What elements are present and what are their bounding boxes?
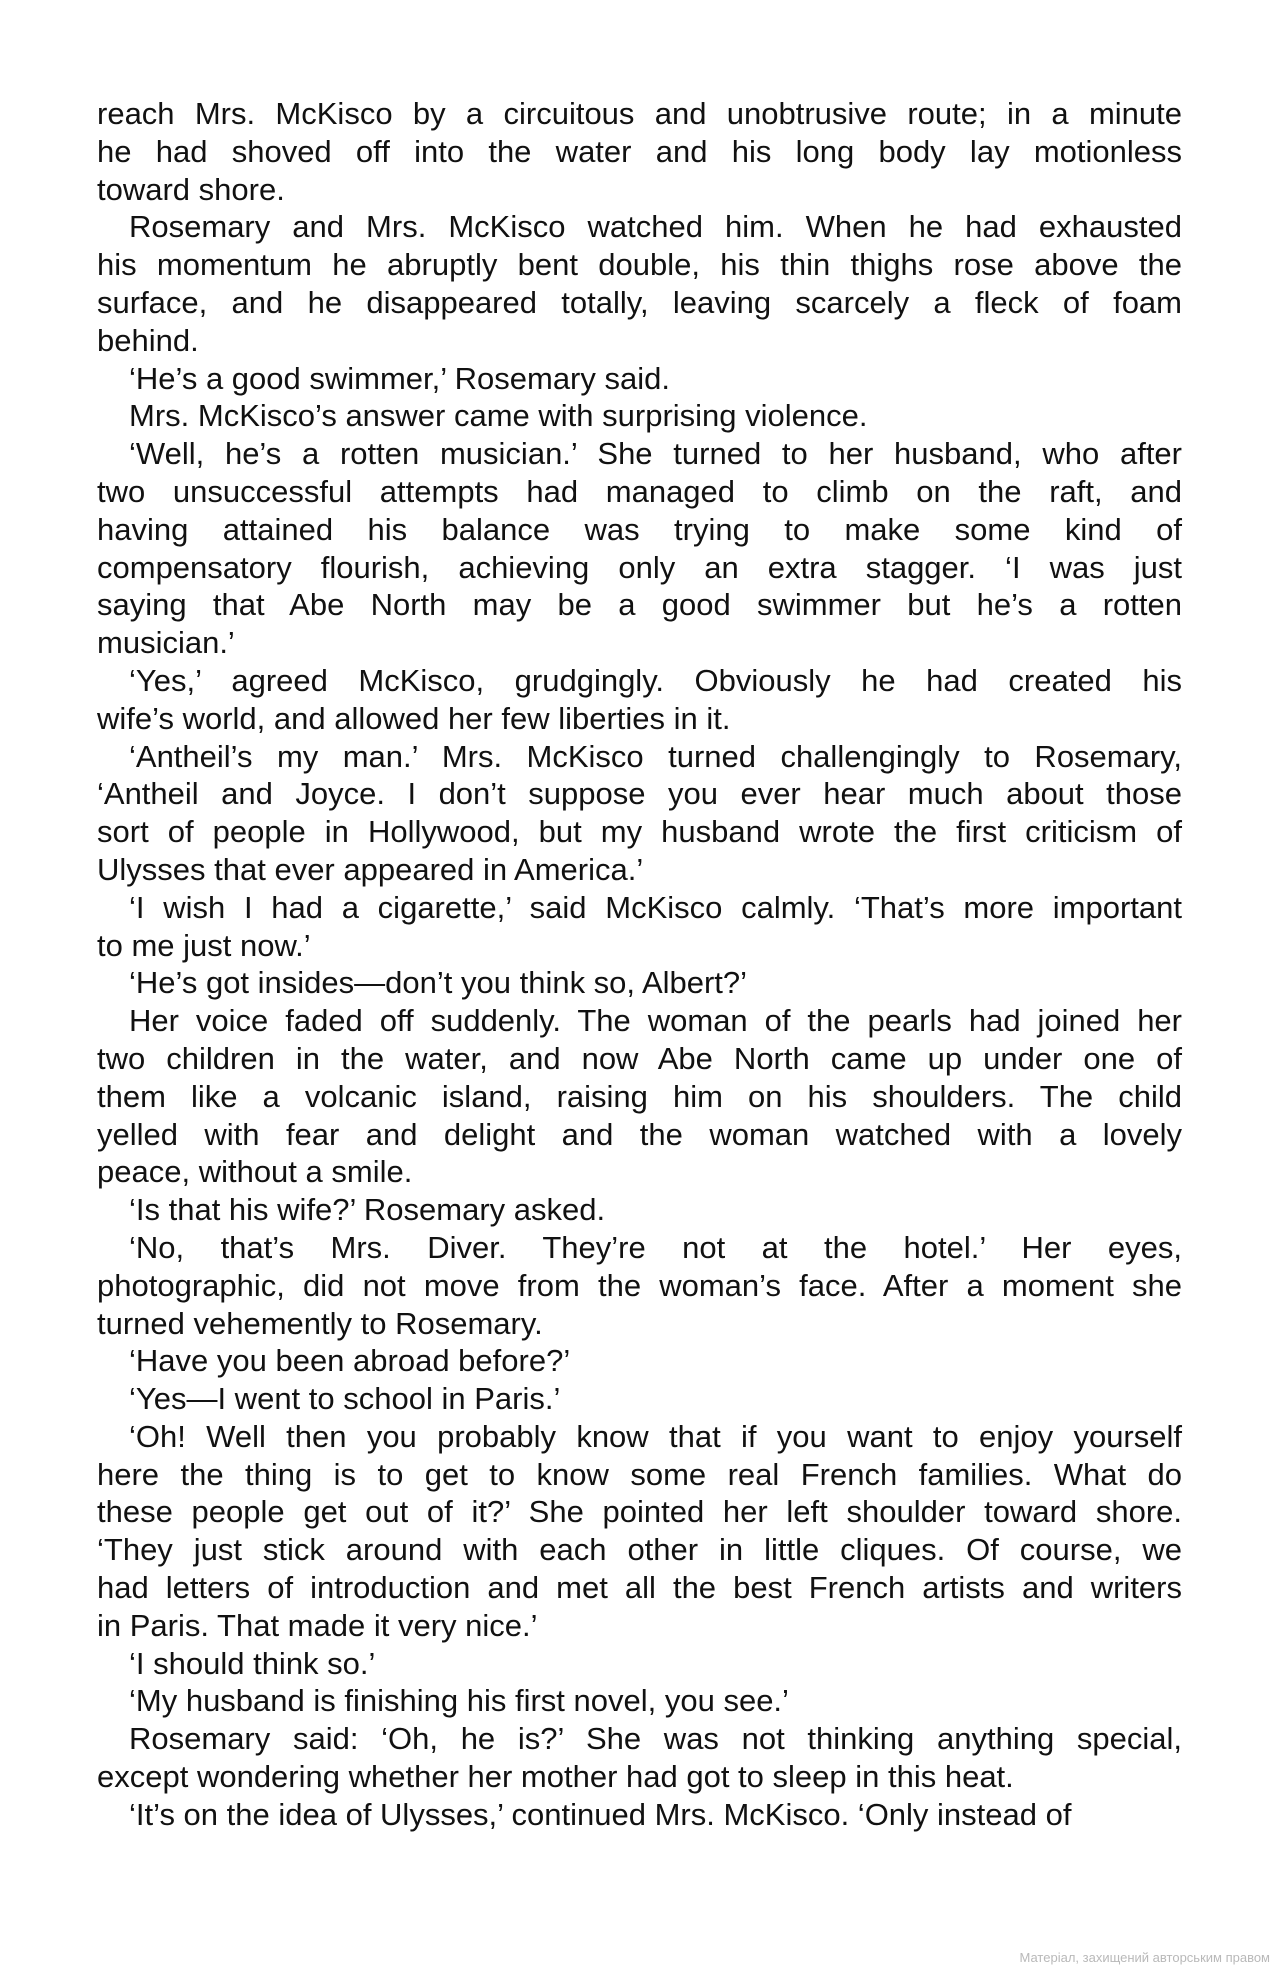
paragraph <box>97 1342 1182 1380</box>
paragraph <box>97 1418 1182 1645</box>
paragraph <box>97 1645 1182 1683</box>
text-line: Her voice faded off suddenly. The woman of the pearls had joined her <box>129 1003 1182 1039</box>
paragraph <box>97 1002 1182 1191</box>
paragraph <box>97 662 1182 738</box>
text-line: Mrs. McKisco’s answer came with surprising violence. <box>129 398 868 434</box>
text-line: saying that Abe North may be a good swimmer but he’s a rotten <box>97 587 1182 623</box>
text-line: musician.’ <box>97 625 235 661</box>
text-line: to me just now.’ <box>97 927 311 963</box>
text-line: ‘Antheil and Joyce. I don’t suppose you ever hear much about those <box>97 776 1182 812</box>
text-line: turned vehemently to Rosemary. <box>97 1305 543 1341</box>
text-line: he had shoved off into the water and his long body lay motionless <box>97 133 1182 169</box>
text-line: photographic, did not move from the woman’s face. After a moment she <box>97 1267 1182 1303</box>
text-line: two unsuccessful attempts had managed to climb on the raft, and <box>97 473 1182 509</box>
text-line: Rosemary said: ‘Oh, he is?’ She was not thinking anything special, <box>129 1721 1182 1757</box>
text-line: ‘My husband is finishing his first novel, you see.’ <box>129 1683 789 1719</box>
paragraph <box>97 1682 1182 1720</box>
copyright-watermark: Матеріал, захищений авторським правом <box>1019 1950 1270 1965</box>
text-line: wife’s world, and allowed her few liberties in it. <box>97 700 731 736</box>
paragraph <box>97 95 1182 208</box>
text-line: ‘He’s a good swimmer,’ Rosemary said. <box>129 360 670 396</box>
text-line: surface, and he disappeared totally, leaving scarcely a fleck of foam <box>97 284 1182 320</box>
text-line: ‘It’s on the idea of Ulysses,’ continued Mrs. McKisco. ‘Only instead of <box>129 1796 1072 1832</box>
text-line: having attained his balance was trying to make some kind of <box>97 511 1182 547</box>
text-line: ‘I should think so.’ <box>129 1645 376 1681</box>
text-line: compensatory flourish, achieving only an extra stagger. ‘I was just <box>97 549 1182 585</box>
paragraph <box>97 435 1182 662</box>
text-line: ‘I wish I had a cigarette,’ said McKisco calmly. ‘That’s more important <box>129 889 1182 925</box>
paragraph <box>97 1796 1182 1834</box>
text-line: toward shore. <box>97 171 285 207</box>
text-line: ‘Yes,’ agreed McKisco, grudgingly. Obviously he had created his <box>129 662 1182 698</box>
text-line: ‘Oh! Well then you probably know that if you want to enjoy yourself <box>129 1418 1182 1454</box>
paragraph <box>97 1720 1182 1796</box>
text-line: except wondering whether her mother had got to sleep in this heat. <box>97 1759 1014 1795</box>
text-line: two children in the water, and now Abe North came up under one of <box>97 1040 1182 1076</box>
text-line: ‘Have you been abroad before?’ <box>129 1343 571 1379</box>
text-line: ‘He’s got insides—don’t you think so, Albert?’ <box>129 965 748 1001</box>
paragraph <box>97 964 1182 1002</box>
text-line: them like a volcanic island, raising him on his shoulders. The child <box>97 1078 1182 1114</box>
page-body-text <box>97 95 1182 1834</box>
text-line: sort of people in Hollywood, but my husband wrote the first criticism of <box>97 814 1182 850</box>
text-line: Ulysses that ever appeared in America.’ <box>97 851 644 887</box>
text-line: reach Mrs. McKisco by a circuitous and unobtrusive route; in a minute <box>97 96 1182 131</box>
text-line: these people get out of it?’ She pointed her left shoulder toward shore. <box>97 1494 1182 1530</box>
paragraph <box>97 360 1182 398</box>
text-line: in Paris. That made it very nice.’ <box>97 1607 538 1643</box>
paragraph <box>97 1380 1182 1418</box>
text-line: ‘No, that’s Mrs. Diver. They’re not at the hotel.’ Her eyes, <box>129 1229 1182 1265</box>
text-line: ‘Well, he’s a rotten musician.’ She turned to her husband, who after <box>129 436 1182 472</box>
text-line: ‘They just stick around with each other in little cliques. Of course, we <box>97 1532 1182 1568</box>
text-line: ‘Antheil’s my man.’ Mrs. McKisco turned challengingly to Rosemary, <box>129 738 1182 774</box>
paragraph <box>97 1191 1182 1229</box>
text-line: behind. <box>97 322 199 358</box>
paragraph <box>97 738 1182 889</box>
text-line: Rosemary and Mrs. McKisco watched him. When he had exhausted <box>129 209 1182 245</box>
text-line: peace, without a smile. <box>97 1154 413 1190</box>
paragraph <box>97 208 1182 359</box>
paragraph <box>97 1229 1182 1342</box>
text-line: ‘Is that his wife?’ Rosemary asked. <box>129 1192 606 1228</box>
text-line: had letters of introduction and met all the best French artists and writers <box>97 1570 1182 1606</box>
paragraph <box>97 889 1182 965</box>
text-line: ‘Yes—I went to school in Paris.’ <box>129 1381 561 1417</box>
text-line: yelled with fear and delight and the woman watched with a lovely <box>97 1116 1182 1152</box>
paragraph <box>97 397 1182 435</box>
text-line: his momentum he abruptly bent double, his thin thighs rose above the <box>97 247 1182 283</box>
text-line: here the thing is to get to know some real French families. What do <box>97 1456 1182 1492</box>
